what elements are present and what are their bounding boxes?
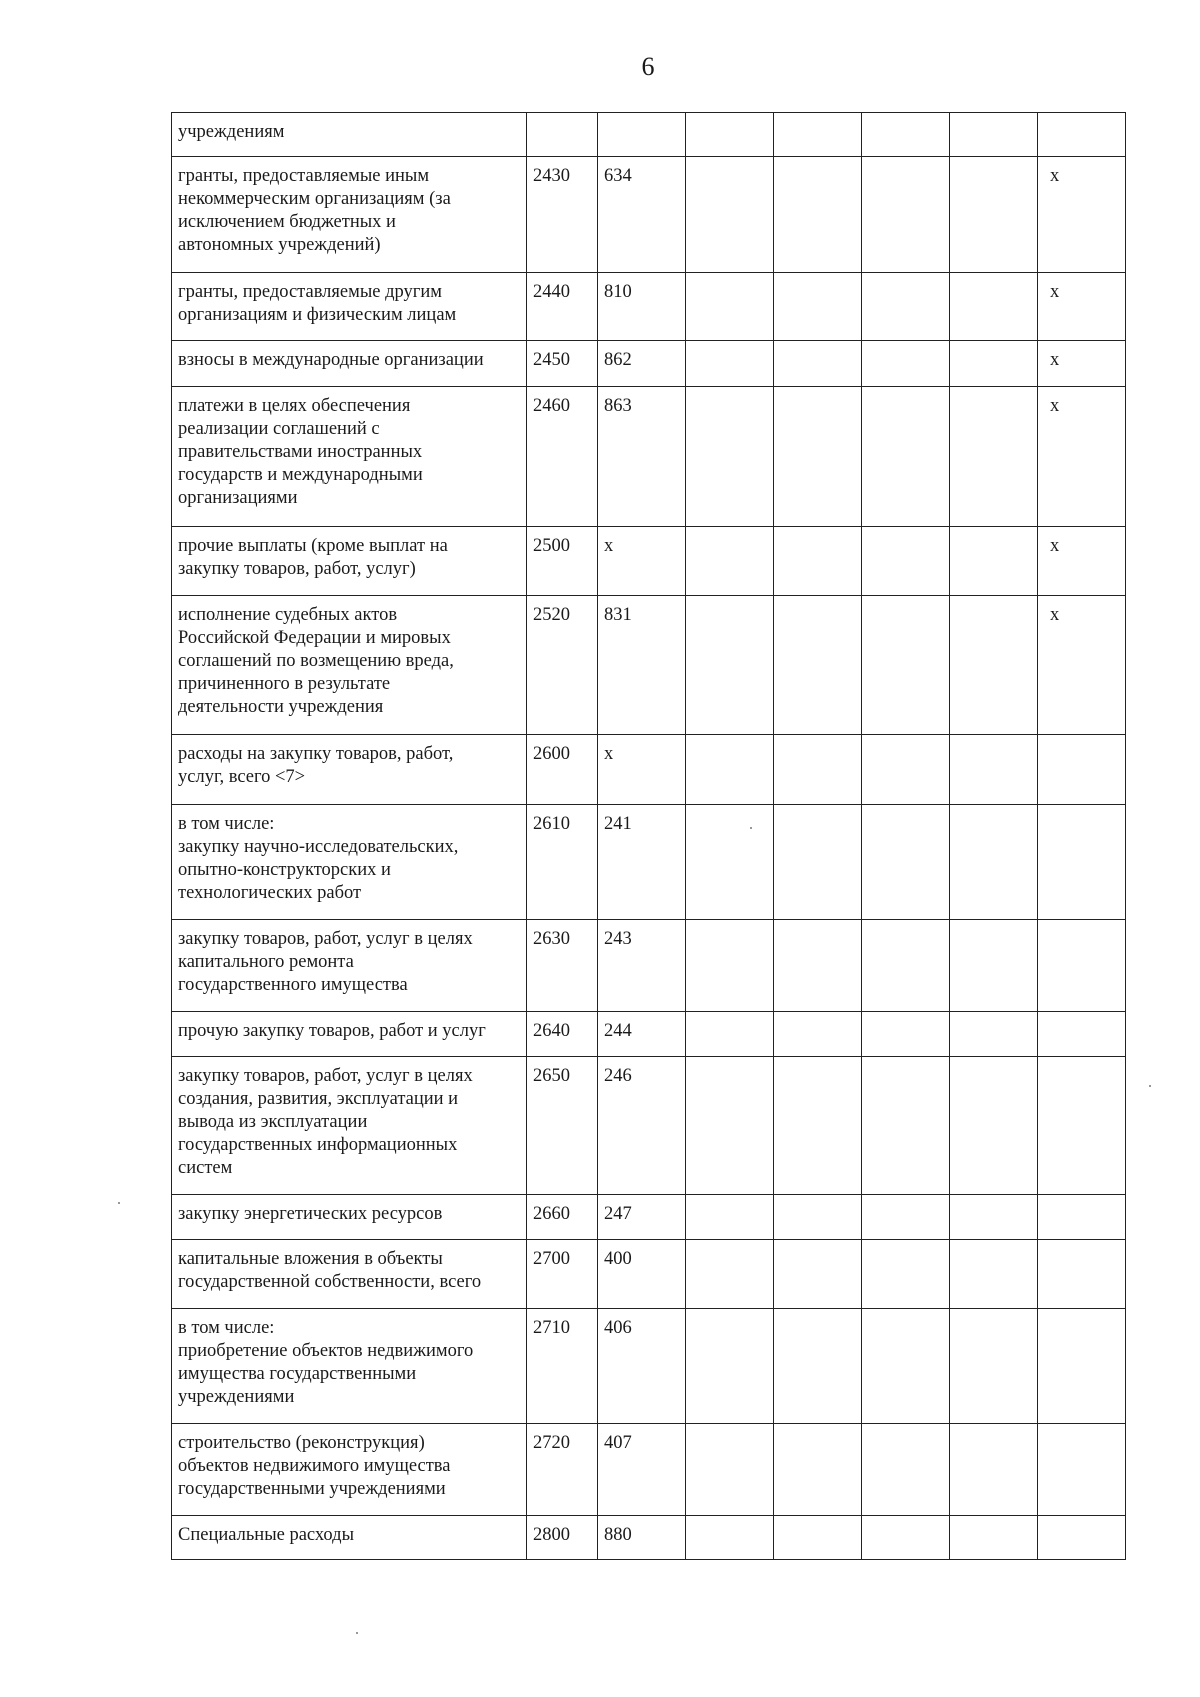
- row-value-cell: [950, 1012, 1038, 1057]
- table-row: [172, 805, 1126, 920]
- row-value-cell: [950, 527, 1038, 596]
- row-value-cell: [774, 387, 862, 527]
- row-value-cell: [862, 735, 950, 805]
- row-value-cell: [774, 1240, 862, 1309]
- row-kbk-cell: 243: [598, 920, 686, 1012]
- row-code-cell: 2650: [527, 1057, 598, 1195]
- scan-speck: [1149, 1085, 1151, 1087]
- row-name-cell: [172, 805, 527, 920]
- row-value-cell: [686, 113, 774, 157]
- row-name-line: организациями: [178, 488, 298, 508]
- row-name-line: капитального ремонта: [178, 952, 354, 972]
- row-name-cell: [172, 1516, 527, 1560]
- row-name-line: учреждениями: [178, 1387, 295, 1407]
- row-value-cell: [774, 1012, 862, 1057]
- row-value-cell: [774, 596, 862, 735]
- row-code-cell: 2640: [527, 1012, 598, 1057]
- row-value-cell: [686, 735, 774, 805]
- row-name-line: гранты, предоставляемые иным: [178, 166, 430, 186]
- row-value-cell: [862, 387, 950, 527]
- row-value-cell: [950, 387, 1038, 527]
- table-row: [172, 273, 1126, 341]
- page-number: 6: [641, 52, 655, 81]
- row-value-cell: [950, 1057, 1038, 1195]
- row-value-cell: [1038, 1516, 1126, 1560]
- row-name-line: государств и международными: [178, 465, 423, 485]
- row-name-line: прочие выплаты (кроме выплат на: [178, 536, 448, 556]
- table-row: [172, 1309, 1126, 1424]
- row-name-line: расходы на закупку товаров, работ,: [178, 744, 454, 764]
- row-name-cell: [172, 1240, 527, 1309]
- row-name-line: организациям и физическим лицам: [178, 305, 457, 325]
- row-name-cell: [172, 157, 527, 273]
- row-value-cell: [950, 113, 1038, 157]
- row-kbk-cell: 880: [598, 1516, 686, 1560]
- row-kbk-cell: 241: [598, 805, 686, 920]
- table-row: [172, 920, 1126, 1012]
- row-name-line: в том числе:: [178, 1318, 275, 1338]
- row-name-line: услуг, всего <7>: [178, 767, 306, 787]
- table-row: [172, 157, 1126, 273]
- row-name-line: государственных информационных: [178, 1135, 458, 1155]
- table-row: [172, 113, 1126, 157]
- row-value-cell: [686, 1057, 774, 1195]
- row-code-cell: 2450: [527, 341, 598, 387]
- row-name-line: правительствами иностранных: [178, 442, 423, 462]
- row-value-cell: [686, 1012, 774, 1057]
- row-code-cell: 2430: [527, 157, 598, 273]
- row-name-line: опытно-конструкторских и: [178, 860, 391, 880]
- row-kbk-cell: 400: [598, 1240, 686, 1309]
- row-value-cell: [950, 341, 1038, 387]
- row-name-line: создания, развития, эксплуатации и: [178, 1089, 459, 1109]
- row-kbk-cell: 407: [598, 1424, 686, 1516]
- table-body: [172, 113, 1126, 1560]
- row-value-cell: [686, 920, 774, 1012]
- table-row: [172, 1424, 1126, 1516]
- row-value-cell: x: [1038, 527, 1126, 596]
- row-name-line: соглашений по возмещению вреда,: [178, 651, 454, 671]
- table-row: [172, 341, 1126, 387]
- row-value-cell: x: [1038, 273, 1126, 341]
- row-name-line: объектов недвижимого имущества: [178, 1456, 451, 1476]
- row-value-cell: x: [1038, 596, 1126, 735]
- table-row: [172, 596, 1126, 735]
- row-value-cell: [862, 1240, 950, 1309]
- row-code-cell: 2660: [527, 1195, 598, 1240]
- row-value-cell: [862, 805, 950, 920]
- row-name-line: взносы в международные организации: [178, 350, 484, 370]
- row-value-cell: [862, 157, 950, 273]
- row-code-cell: 2800: [527, 1516, 598, 1560]
- row-name-cell: [172, 596, 527, 735]
- row-name-line: имущества государственными: [178, 1364, 417, 1384]
- row-value-cell: [686, 527, 774, 596]
- row-code-cell: 2610: [527, 805, 598, 920]
- row-name-cell: [172, 387, 527, 527]
- row-value-cell: [862, 273, 950, 341]
- row-name-cell: [172, 1057, 527, 1195]
- scan-speck: [118, 1202, 120, 1204]
- row-value-cell: [774, 1195, 862, 1240]
- row-kbk-cell: 246: [598, 1057, 686, 1195]
- row-name-line: государственными учреждениями: [178, 1479, 446, 1499]
- table-row: [172, 735, 1126, 805]
- row-value-cell: x: [1038, 341, 1126, 387]
- row-name-line: закупку товаров, работ, услуг в целях: [178, 1066, 473, 1086]
- row-value-cell: [1038, 1057, 1126, 1195]
- row-name-cell: [172, 113, 527, 157]
- row-name-line: капитальные вложения в объекты: [178, 1249, 443, 1269]
- row-value-cell: [1038, 1195, 1126, 1240]
- row-value-cell: [862, 1057, 950, 1195]
- row-value-cell: [862, 113, 950, 157]
- row-name-line: приобретение объектов недвижимого: [178, 1341, 474, 1361]
- row-value-cell: [686, 596, 774, 735]
- row-name-line: некоммерческим организациям (за: [178, 189, 451, 209]
- row-value-cell: [686, 1195, 774, 1240]
- table-row: [172, 1012, 1126, 1057]
- row-value-cell: [950, 735, 1038, 805]
- row-name-cell: [172, 1012, 527, 1057]
- row-value-cell: [1038, 735, 1126, 805]
- row-value-cell: [686, 387, 774, 527]
- row-code-cell: 2720: [527, 1424, 598, 1516]
- row-kbk-cell: x: [598, 735, 686, 805]
- table-row: [172, 1195, 1126, 1240]
- row-kbk-cell: x: [598, 527, 686, 596]
- row-value-cell: [686, 157, 774, 273]
- row-name-line: причиненного в результате: [178, 674, 391, 694]
- row-value-cell: x: [1038, 157, 1126, 273]
- row-value-cell: [686, 341, 774, 387]
- row-code-cell: 2440: [527, 273, 598, 341]
- row-kbk-cell: 244: [598, 1012, 686, 1057]
- row-name-line: платежи в целях обеспечения: [178, 396, 411, 416]
- table-row: [172, 1516, 1126, 1560]
- row-name-cell: [172, 1195, 527, 1240]
- row-value-cell: [862, 1012, 950, 1057]
- table-row: [172, 527, 1126, 596]
- row-value-cell: [862, 341, 950, 387]
- row-value-cell: [774, 341, 862, 387]
- row-kbk-cell: 634: [598, 157, 686, 273]
- row-code-cell: [527, 113, 598, 157]
- scan-speck: [356, 1632, 358, 1634]
- row-value-cell: [1038, 1424, 1126, 1516]
- row-value-cell: [950, 273, 1038, 341]
- row-code-cell: 2700: [527, 1240, 598, 1309]
- row-name-line: закупку товаров, работ, услуг в целях: [178, 929, 473, 949]
- row-name-cell: [172, 527, 527, 596]
- row-name-cell: [172, 341, 527, 387]
- row-value-cell: [774, 1424, 862, 1516]
- row-name-cell: [172, 1424, 527, 1516]
- row-value-cell: [950, 1424, 1038, 1516]
- table-row: [172, 1240, 1126, 1309]
- row-code-cell: 2460: [527, 387, 598, 527]
- table-row: [172, 387, 1126, 527]
- row-name-line: исполнение судебных актов: [178, 605, 398, 625]
- row-name-cell: [172, 1309, 527, 1424]
- row-value-cell: [950, 596, 1038, 735]
- row-value-cell: [950, 157, 1038, 273]
- row-value-cell: [1038, 113, 1126, 157]
- row-name-line: государственного имущества: [178, 975, 408, 995]
- row-value-cell: [950, 805, 1038, 920]
- row-name-line: систем: [178, 1158, 233, 1178]
- row-name-line: Российской Федерации и мировых: [178, 628, 451, 648]
- row-value-cell: [686, 805, 774, 920]
- row-value-cell: [686, 1240, 774, 1309]
- row-name-line: прочую закупку товаров, работ и услуг: [178, 1021, 486, 1041]
- table-row: [172, 1057, 1126, 1195]
- row-value-cell: [950, 920, 1038, 1012]
- row-value-cell: [686, 1424, 774, 1516]
- row-value-cell: [862, 920, 950, 1012]
- row-value-cell: [950, 1240, 1038, 1309]
- row-name-line: гранты, предоставляемые другим: [178, 282, 442, 302]
- row-kbk-cell: 862: [598, 341, 686, 387]
- row-value-cell: [950, 1309, 1038, 1424]
- row-value-cell: [950, 1516, 1038, 1560]
- row-name-cell: [172, 920, 527, 1012]
- row-name-line: вывода из эксплуатации: [178, 1112, 368, 1132]
- row-value-cell: x: [1038, 387, 1126, 527]
- row-value-cell: [774, 805, 862, 920]
- row-kbk-cell: 406: [598, 1309, 686, 1424]
- row-name-line: технологических работ: [178, 883, 362, 903]
- row-value-cell: [862, 1309, 950, 1424]
- row-value-cell: [1038, 920, 1126, 1012]
- expenses-table: [171, 112, 1126, 1560]
- row-value-cell: [774, 113, 862, 157]
- row-code-cell: 2600: [527, 735, 598, 805]
- row-name-line: реализации соглашений с: [178, 419, 380, 439]
- row-name-line: в том числе:: [178, 814, 275, 834]
- row-kbk-cell: [598, 113, 686, 157]
- row-name-cell: [172, 735, 527, 805]
- row-name-line: учреждениям: [178, 122, 285, 142]
- row-code-cell: 2520: [527, 596, 598, 735]
- row-value-cell: [1038, 1309, 1126, 1424]
- row-name-line: закупку товаров, работ, услуг): [178, 559, 416, 579]
- row-value-cell: [1038, 1240, 1126, 1309]
- row-value-cell: [862, 1424, 950, 1516]
- row-value-cell: [774, 920, 862, 1012]
- row-value-cell: [774, 527, 862, 596]
- row-value-cell: [774, 1516, 862, 1560]
- row-name-line: строительство (реконструкция): [178, 1433, 425, 1453]
- row-name-line: закупку научно-исследовательских,: [178, 837, 459, 857]
- row-value-cell: [862, 1195, 950, 1240]
- row-value-cell: [774, 273, 862, 341]
- row-value-cell: [774, 1309, 862, 1424]
- row-code-cell: 2630: [527, 920, 598, 1012]
- row-kbk-cell: 810: [598, 273, 686, 341]
- row-value-cell: [686, 1309, 774, 1424]
- row-name-line: закупку энергетических ресурсов: [178, 1204, 443, 1224]
- row-value-cell: [1038, 1012, 1126, 1057]
- row-name-line: деятельности учреждения: [178, 697, 384, 717]
- row-kbk-cell: 247: [598, 1195, 686, 1240]
- row-value-cell: [686, 273, 774, 341]
- row-value-cell: [774, 1057, 862, 1195]
- row-value-cell: [862, 1516, 950, 1560]
- row-value-cell: [774, 157, 862, 273]
- row-name-line: Специальные расходы: [178, 1525, 354, 1545]
- row-code-cell: 2500: [527, 527, 598, 596]
- row-name-cell: [172, 273, 527, 341]
- row-value-cell: [862, 527, 950, 596]
- row-value-cell: [774, 735, 862, 805]
- row-kbk-cell: 863: [598, 387, 686, 527]
- row-name-line: исключением бюджетных и: [178, 212, 396, 232]
- row-value-cell: [862, 596, 950, 735]
- scan-speck: [750, 827, 752, 829]
- row-name-line: автономных учреждений): [178, 235, 381, 255]
- row-kbk-cell: 831: [598, 596, 686, 735]
- row-name-line: государственной собственности, всего: [178, 1272, 482, 1292]
- row-value-cell: [1038, 805, 1126, 920]
- row-value-cell: [686, 1516, 774, 1560]
- row-value-cell: [950, 1195, 1038, 1240]
- row-code-cell: 2710: [527, 1309, 598, 1424]
